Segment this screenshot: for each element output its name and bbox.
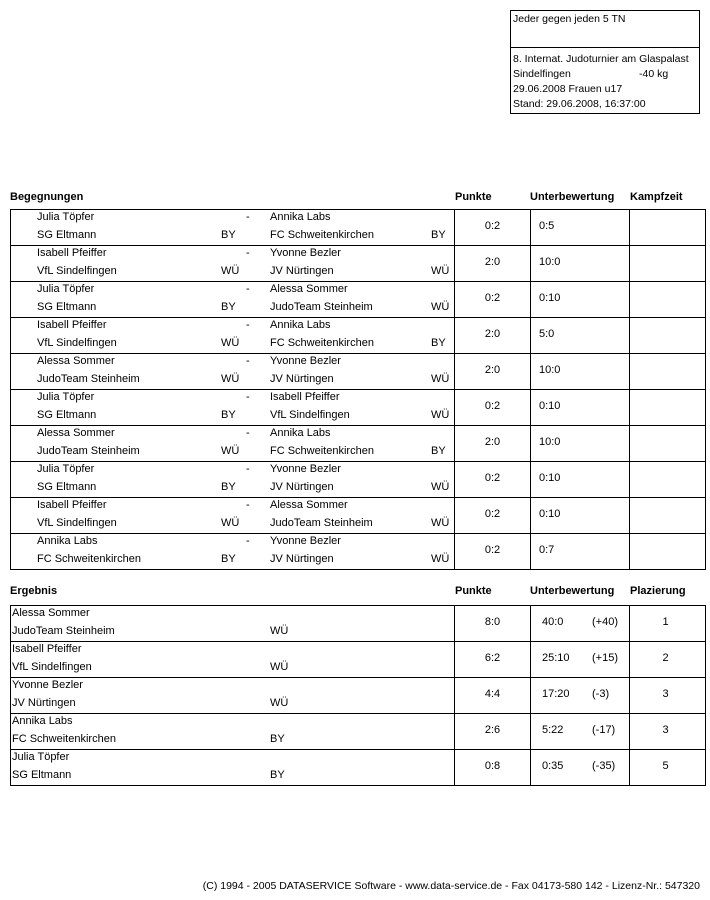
bout-points-cell — [455, 534, 531, 570]
fighter-1-name: Annika Labs — [37, 535, 98, 547]
results-sub-header: Unterbewertung — [530, 585, 615, 597]
results-table — [10, 605, 706, 786]
fighter-1-club: VfL Sindelfingen — [37, 265, 117, 277]
bout-points: 2:0 — [484, 436, 501, 448]
bout-row — [11, 498, 706, 534]
bout-separator: - — [246, 499, 250, 511]
bout-pairing-cell — [11, 282, 455, 318]
result-points-cell — [455, 606, 531, 642]
result-sub-cell — [531, 642, 630, 678]
city-text: Sindelfingen — [513, 68, 571, 80]
fighter-1-region: WÜ — [221, 373, 240, 385]
results-title: Ergebnis — [10, 585, 58, 597]
fighter-2-club: JudoTeam Steinheim — [270, 517, 373, 529]
bout-sub-cell — [531, 282, 630, 318]
fighter-2-region: BY — [431, 337, 446, 349]
bout-pairing-cell — [11, 210, 455, 246]
mode-text: Jeder gegen jeden 5 TN — [513, 13, 626, 25]
bout-pairing-cell — [11, 354, 455, 390]
fighter-1-club: SG Eltmann — [37, 409, 97, 421]
bout-pairing-cell — [11, 498, 455, 534]
athlete-region: WÜ — [270, 625, 289, 637]
result-row — [11, 714, 706, 750]
fighter-2-region: WÜ — [431, 409, 450, 421]
bout-row — [11, 354, 706, 390]
bout-time-cell — [630, 390, 706, 426]
athlete-club: VfL Sindelfingen — [12, 661, 92, 673]
bout-time-cell — [630, 318, 706, 354]
fighter-1-region: BY — [221, 409, 236, 421]
bout-separator: - — [246, 283, 250, 295]
fighter-1-club: SG Eltmann — [37, 229, 97, 241]
bout-separator: - — [246, 355, 250, 367]
fighter-2-club: FC Schweitenkirchen — [270, 229, 374, 241]
bout-pairing-cell — [11, 318, 455, 354]
fighter-2-name: Yvonne Bezler — [270, 355, 341, 367]
athlete-name: Annika Labs — [12, 715, 73, 727]
bout-points-cell — [455, 498, 531, 534]
bout-row — [11, 426, 706, 462]
bout-sub-cell — [531, 354, 630, 390]
result-row — [11, 642, 706, 678]
footer-copyright: (C) 1994 - 2005 DATASERVICE Software - www.data-service.de - Fax 04173-580 142 - Lizenz-Nr.: 547320 — [202, 880, 700, 892]
bout-subscore: 0:7 — [539, 544, 555, 556]
result-place: 3 — [662, 724, 669, 736]
bout-points-cell — [455, 282, 531, 318]
bout-separator: - — [246, 463, 250, 475]
bouts-title: Begegnungen — [10, 191, 84, 203]
bout-points: 2:0 — [484, 364, 501, 376]
results-points-header: Punkte — [455, 585, 492, 597]
bout-points-cell — [455, 426, 531, 462]
athlete-region: WÜ — [270, 661, 289, 673]
fighter-1-name: Julia Töpfer — [37, 283, 95, 295]
athlete-region: BY — [270, 769, 285, 781]
fighter-2-club: FC Schweitenkirchen — [270, 337, 374, 349]
result-subscore: 40:0 — [542, 616, 564, 628]
bout-sub-cell — [531, 390, 630, 426]
result-sub-cell — [531, 714, 630, 750]
result-diff: (-3) — [592, 688, 610, 700]
bout-points: 0:2 — [484, 220, 501, 232]
bout-subscore: 0:10 — [539, 400, 561, 412]
result-points: 6:2 — [484, 652, 501, 664]
fighter-2-club: JV Nürtingen — [270, 481, 334, 493]
bout-separator: - — [246, 391, 250, 403]
result-athlete-cell — [11, 606, 455, 642]
result-points: 2:6 — [484, 724, 501, 736]
bout-subscore: 10:0 — [539, 364, 561, 376]
result-points-cell — [455, 678, 531, 714]
fighter-1-region: WÜ — [221, 337, 240, 349]
result-subscore: 0:35 — [542, 760, 564, 772]
fighter-2-region: WÜ — [431, 553, 450, 565]
bout-time-cell — [630, 246, 706, 282]
result-points-cell — [455, 750, 531, 786]
fighter-1-name: Isabell Pfeiffer — [37, 499, 107, 511]
bout-subscore: 0:5 — [539, 220, 555, 232]
fighter-1-region: BY — [221, 553, 236, 565]
result-athlete-cell — [11, 642, 455, 678]
result-points: 0:8 — [484, 760, 501, 772]
result-place-cell — [630, 678, 706, 714]
athlete-region: BY — [270, 733, 285, 745]
bout-points: 2:0 — [484, 328, 501, 340]
results-place-header: Plazierung — [630, 585, 686, 597]
bout-sub-cell — [531, 426, 630, 462]
bout-time-cell — [630, 354, 706, 390]
bout-row — [11, 462, 706, 498]
bout-points-cell — [455, 354, 531, 390]
bouts-points-header: Punkte — [455, 191, 492, 203]
tournament-name: 8. Internat. Judoturnier am Glaspalast — [513, 53, 689, 65]
bout-subscore: 0:10 — [539, 292, 561, 304]
fighter-2-region: BY — [431, 445, 446, 457]
fighter-1-club: SG Eltmann — [37, 301, 97, 313]
bout-sub-cell — [531, 318, 630, 354]
status-timestamp: Stand: 29.06.2008, 16:37:00 — [513, 98, 646, 110]
athlete-club: JudoTeam Steinheim — [12, 625, 115, 637]
bout-subscore: 10:0 — [539, 256, 561, 268]
bout-separator: - — [246, 535, 250, 547]
bout-row — [11, 534, 706, 570]
fighter-1-region: BY — [221, 301, 236, 313]
athlete-name: Alessa Sommer — [12, 607, 90, 619]
result-place: 3 — [662, 688, 669, 700]
fighter-1-name: Isabell Pfeiffer — [37, 247, 107, 259]
bout-row — [11, 282, 706, 318]
bout-sub-cell — [531, 210, 630, 246]
bout-subscore: 5:0 — [539, 328, 555, 340]
tournament-info-box — [510, 10, 700, 114]
fighter-2-name: Annika Labs — [270, 319, 331, 331]
bout-time-cell — [630, 462, 706, 498]
result-place-cell — [630, 606, 706, 642]
athlete-region: WÜ — [270, 697, 289, 709]
fighter-2-name: Yvonne Bezler — [270, 247, 341, 259]
fighter-2-region: WÜ — [431, 481, 450, 493]
bout-row — [11, 318, 706, 354]
bout-subscore: 10:0 — [539, 436, 561, 448]
result-place: 5 — [662, 760, 669, 772]
fighter-2-name: Annika Labs — [270, 211, 331, 223]
bout-time-cell — [630, 426, 706, 462]
bouts-sub-header: Unterbewertung — [530, 191, 615, 203]
fighter-1-region: BY — [221, 481, 236, 493]
result-place: 1 — [662, 616, 669, 628]
bout-points: 0:2 — [484, 544, 501, 556]
result-subscore: 25:10 — [542, 652, 570, 664]
fighter-1-name: Julia Töpfer — [37, 211, 95, 223]
bout-points: 2:0 — [484, 256, 501, 268]
bout-points: 0:2 — [484, 508, 501, 520]
fighter-1-region: WÜ — [221, 445, 240, 457]
fighter-2-name: Isabell Pfeiffer — [270, 391, 340, 403]
result-diff: (-17) — [592, 724, 616, 736]
result-sub-cell — [531, 750, 630, 786]
bout-points: 0:2 — [484, 292, 501, 304]
bout-sub-cell — [531, 534, 630, 570]
bout-row — [11, 246, 706, 282]
result-points: 4:4 — [484, 688, 501, 700]
result-sub-cell — [531, 678, 630, 714]
bout-time-cell — [630, 534, 706, 570]
fighter-2-club: JV Nürtingen — [270, 553, 334, 565]
fighter-2-name: Alessa Sommer — [270, 499, 348, 511]
fighter-2-club: VfL Sindelfingen — [270, 409, 350, 421]
fighter-2-region: WÜ — [431, 301, 450, 313]
result-points-cell — [455, 714, 531, 750]
result-row — [11, 606, 706, 642]
bout-subscore: 0:10 — [539, 508, 561, 520]
bout-points-cell — [455, 462, 531, 498]
bout-points-cell — [455, 318, 531, 354]
fighter-1-name: Alessa Sommer — [37, 355, 115, 367]
bout-sub-cell — [531, 498, 630, 534]
result-athlete-cell — [11, 714, 455, 750]
athlete-name: Yvonne Bezler — [12, 679, 83, 691]
bout-pairing-cell — [11, 534, 455, 570]
fighter-1-region: WÜ — [221, 517, 240, 529]
fighter-2-club: JV Nürtingen — [270, 373, 334, 385]
athlete-club: JV Nürtingen — [12, 697, 76, 709]
result-subscore: 5:22 — [542, 724, 564, 736]
bout-separator: - — [246, 427, 250, 439]
weight-class: -40 kg — [639, 68, 669, 80]
bout-pairing-cell — [11, 246, 455, 282]
fighter-1-club: SG Eltmann — [37, 481, 97, 493]
result-place: 2 — [662, 652, 669, 664]
athlete-club: SG Eltmann — [12, 769, 72, 781]
bout-pairing-cell — [11, 390, 455, 426]
bout-points: 0:2 — [484, 400, 501, 412]
bouts-time-header: Kampfzeit — [630, 191, 683, 203]
fighter-1-club: JudoTeam Steinheim — [37, 445, 140, 457]
fighter-1-club: VfL Sindelfingen — [37, 337, 117, 349]
result-points-cell — [455, 642, 531, 678]
bout-time-cell — [630, 282, 706, 318]
bout-time-cell — [630, 210, 706, 246]
bout-sub-cell — [531, 246, 630, 282]
result-diff: (+40) — [592, 616, 618, 628]
fighter-2-region: WÜ — [431, 373, 450, 385]
fighter-1-name: Alessa Sommer — [37, 427, 115, 439]
info-divider — [511, 47, 699, 48]
bouts-table — [10, 209, 706, 570]
athlete-name: Isabell Pfeiffer — [12, 643, 82, 655]
fighter-1-club: JudoTeam Steinheim — [37, 373, 140, 385]
athlete-club: FC Schweitenkirchen — [12, 733, 116, 745]
fighter-2-region: BY — [431, 229, 446, 241]
bout-pairing-cell — [11, 462, 455, 498]
result-diff: (-35) — [592, 760, 616, 772]
fighter-2-name: Yvonne Bezler — [270, 463, 341, 475]
result-diff: (+15) — [592, 652, 618, 664]
result-row — [11, 678, 706, 714]
result-place-cell — [630, 714, 706, 750]
fighter-1-region: WÜ — [221, 265, 240, 277]
bout-subscore: 0:10 — [539, 472, 561, 484]
fighter-2-name: Yvonne Bezler — [270, 535, 341, 547]
result-row — [11, 750, 706, 786]
fighter-2-region: WÜ — [431, 517, 450, 529]
bout-time-cell — [630, 498, 706, 534]
bout-points-cell — [455, 210, 531, 246]
fighter-1-region: BY — [221, 229, 236, 241]
fighter-2-club: JudoTeam Steinheim — [270, 301, 373, 313]
bout-separator: - — [246, 319, 250, 331]
fighter-1-name: Isabell Pfeiffer — [37, 319, 107, 331]
result-points: 8:0 — [484, 616, 501, 628]
result-athlete-cell — [11, 750, 455, 786]
result-athlete-cell — [11, 678, 455, 714]
fighter-1-name: Julia Töpfer — [37, 391, 95, 403]
bout-points: 0:2 — [484, 472, 501, 484]
bout-separator: - — [246, 247, 250, 259]
bout-row — [11, 390, 706, 426]
fighter-1-club: FC Schweitenkirchen — [37, 553, 141, 565]
bout-points-cell — [455, 246, 531, 282]
bout-pairing-cell — [11, 426, 455, 462]
fighter-1-club: VfL Sindelfingen — [37, 517, 117, 529]
bout-row — [11, 210, 706, 246]
fighter-2-name: Annika Labs — [270, 427, 331, 439]
fighter-2-name: Alessa Sommer — [270, 283, 348, 295]
fighter-2-club: JV Nürtingen — [270, 265, 334, 277]
date-class: 29.06.2008 Frauen u17 — [513, 83, 623, 95]
result-place-cell — [630, 750, 706, 786]
fighter-1-name: Julia Töpfer — [37, 463, 95, 475]
bout-separator: - — [246, 211, 250, 223]
fighter-2-region: WÜ — [431, 265, 450, 277]
bout-sub-cell — [531, 462, 630, 498]
fighter-2-club: FC Schweitenkirchen — [270, 445, 374, 457]
athlete-name: Julia Töpfer — [12, 751, 70, 763]
result-place-cell — [630, 642, 706, 678]
result-sub-cell — [531, 606, 630, 642]
bout-points-cell — [455, 390, 531, 426]
result-subscore: 17:20 — [542, 688, 570, 700]
